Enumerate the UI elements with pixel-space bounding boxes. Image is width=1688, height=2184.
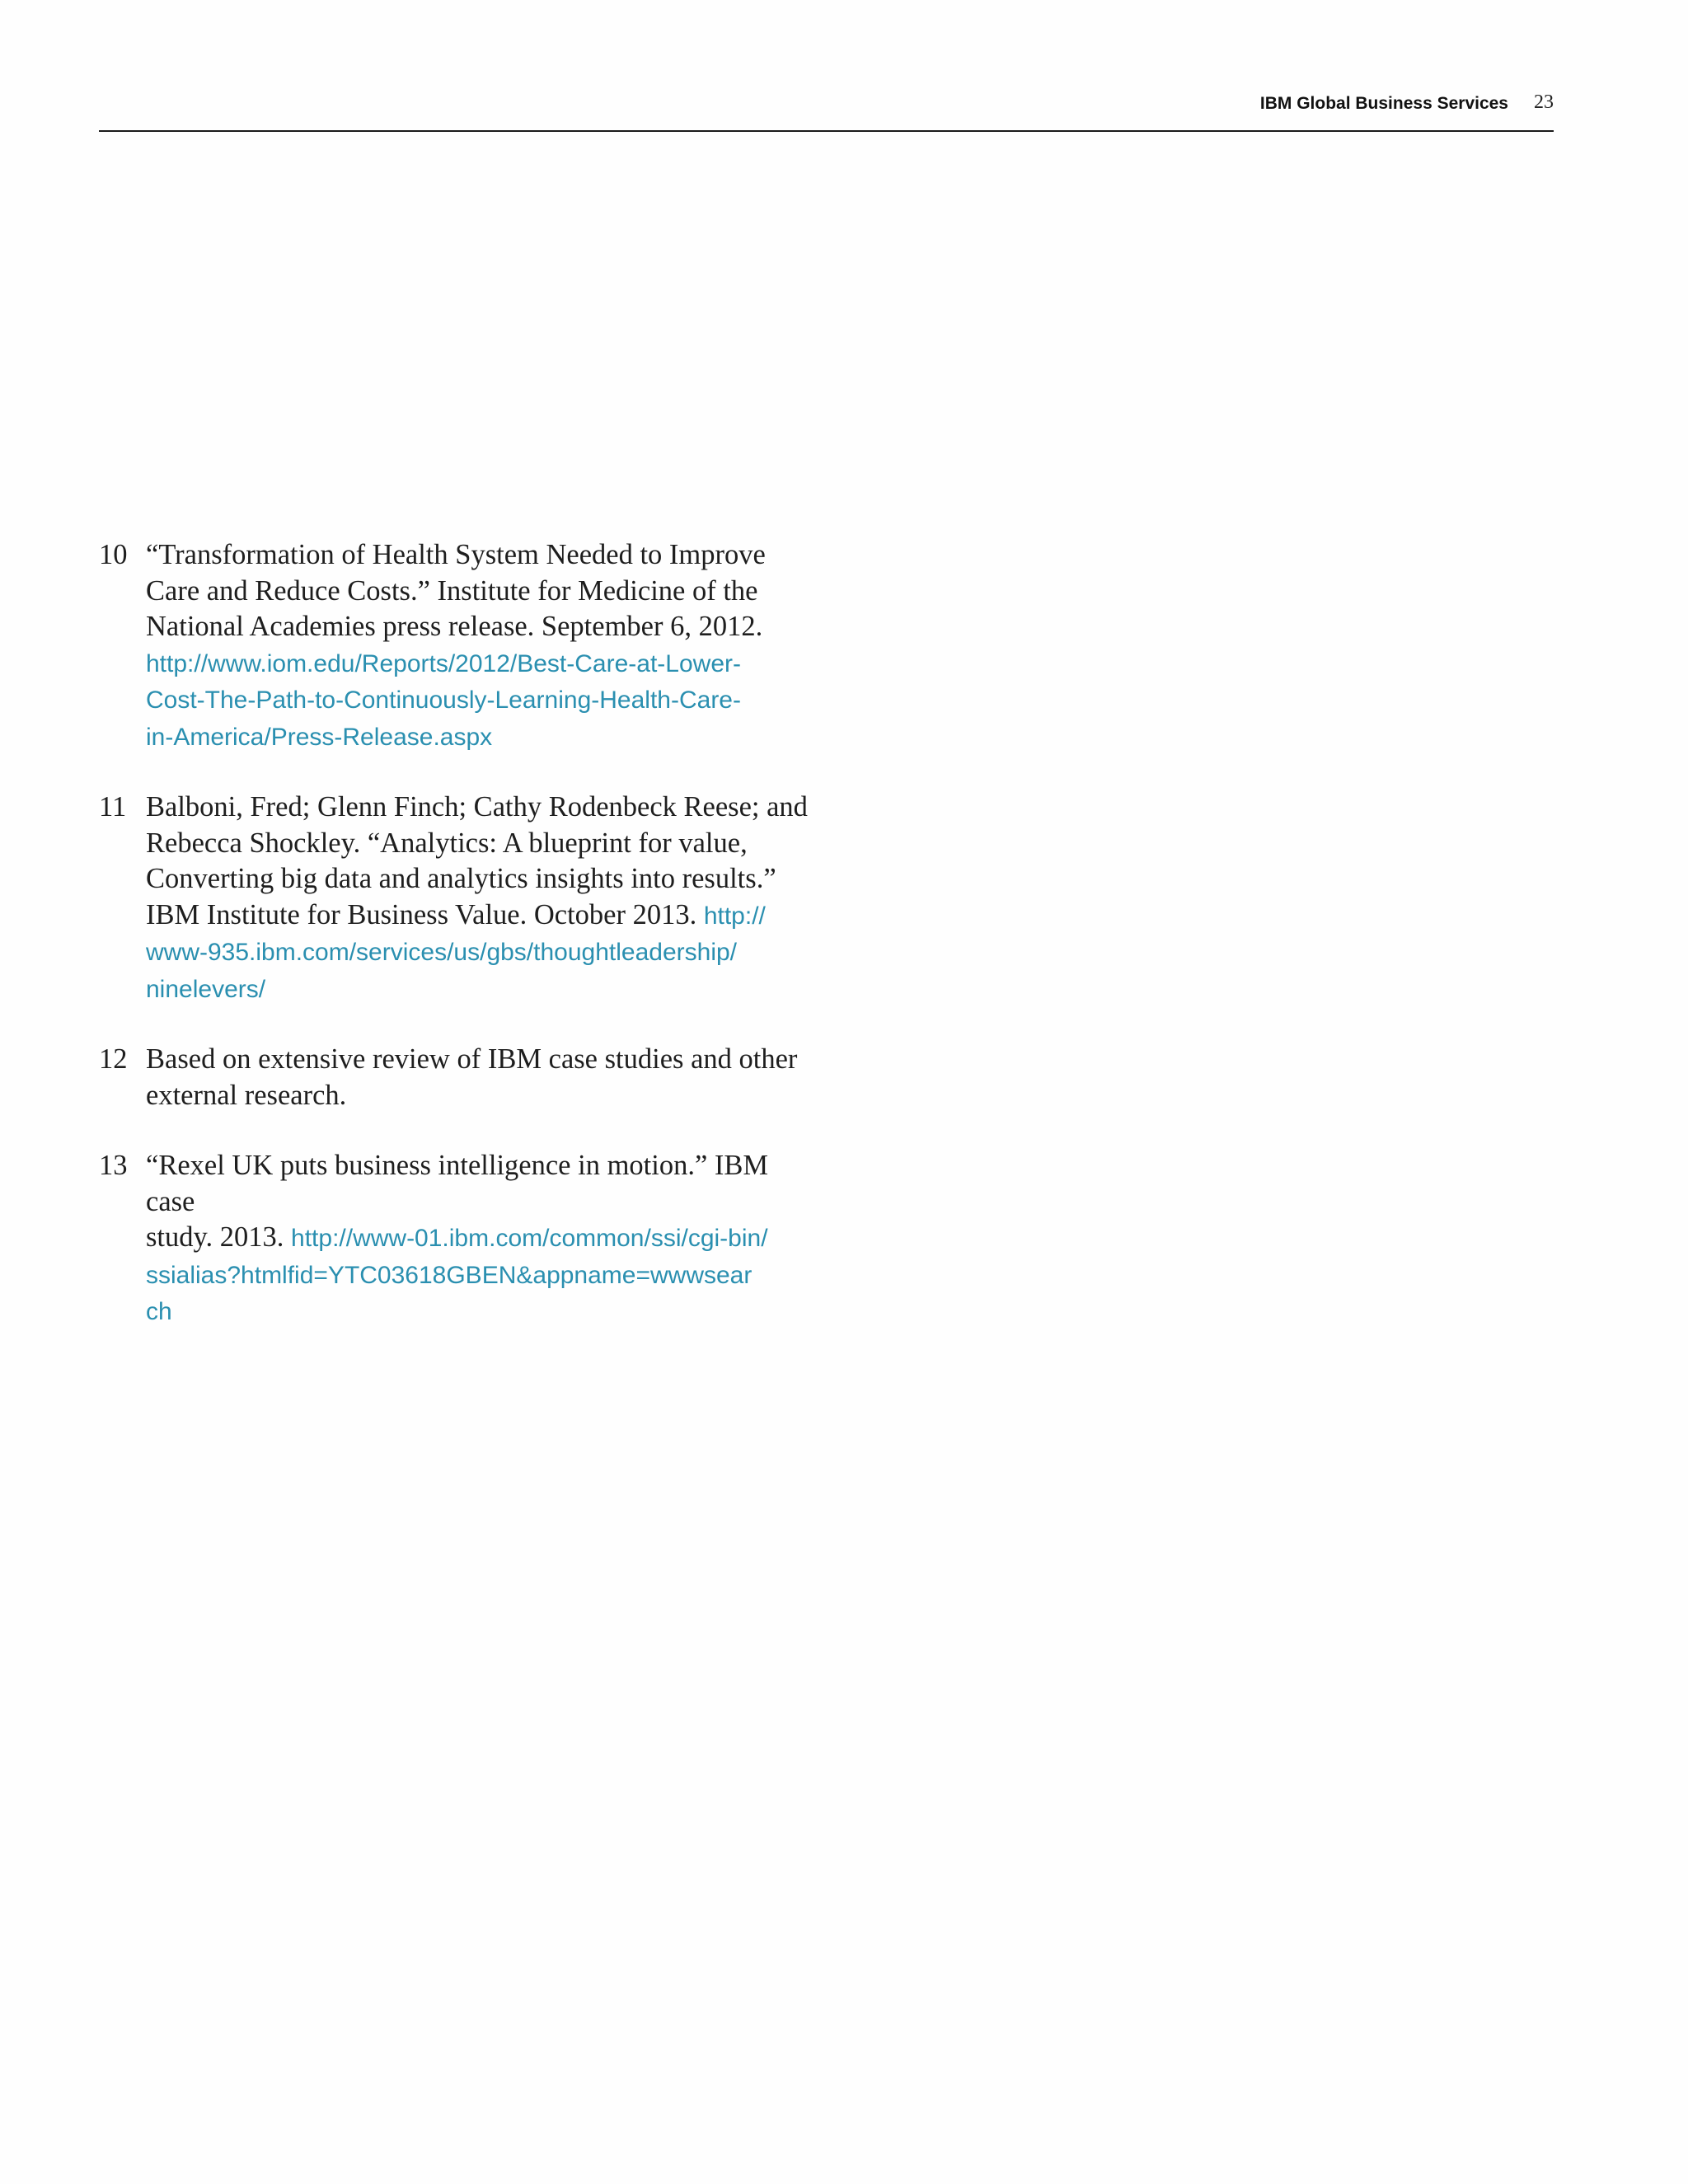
reference-link[interactable]: http://www.iom.edu/Reports/2012/Best-Care-at-Lower- Cost-The-Path-to-Continuously-Learning-Health-Care- in-America/Press-Release.aspx bbox=[146, 649, 741, 751]
reference-number: 12 bbox=[99, 1043, 128, 1075]
header-org-name: IBM Global Business Services bbox=[1259, 94, 1508, 113]
reference-13 bbox=[99, 1148, 824, 1330]
reference-text: “Transformation of Health System Needed to Improve Care and Reduce Costs.” Institute for Medicine of the National Academies press release. September 6, 2012. bbox=[146, 539, 766, 642]
reference-number: 13 bbox=[99, 1150, 128, 1181]
reference-text: Based on extensive review of IBM case studies and other external research. bbox=[146, 1043, 798, 1111]
reference-10 bbox=[99, 537, 824, 755]
reference-text: Balboni, Fred; Glenn Finch; Cathy Rodenbeck Reese; and Rebecca Shockley. “Analytics: A blueprint for value, Converting big data and analytics insights into results.” IBM Institute for Business Value. October 2013. bbox=[146, 791, 808, 930]
reference-number: 11 bbox=[99, 791, 127, 823]
reference-11 bbox=[99, 790, 824, 1007]
reference-number: 10 bbox=[99, 539, 128, 570]
page-header bbox=[99, 91, 1554, 132]
reference-text: “Rexel UK puts business intelligence in motion.” IBM case study. 2013. bbox=[146, 1150, 769, 1253]
reference-link[interactable]: http://www-01.ibm.com/common/ssi/cgi-bin/ ssialias?htmlfid=YTC03618GBEN&appname=wwwsear ch bbox=[146, 1225, 768, 1325]
reference-link[interactable]: http:// www-935.ibm.com/services/us/gbs/thoughtleadership/ ninelevers/ bbox=[146, 902, 766, 1003]
references-list bbox=[99, 537, 824, 1365]
page-number: 23 bbox=[1534, 91, 1554, 113]
reference-12 bbox=[99, 1042, 824, 1113]
